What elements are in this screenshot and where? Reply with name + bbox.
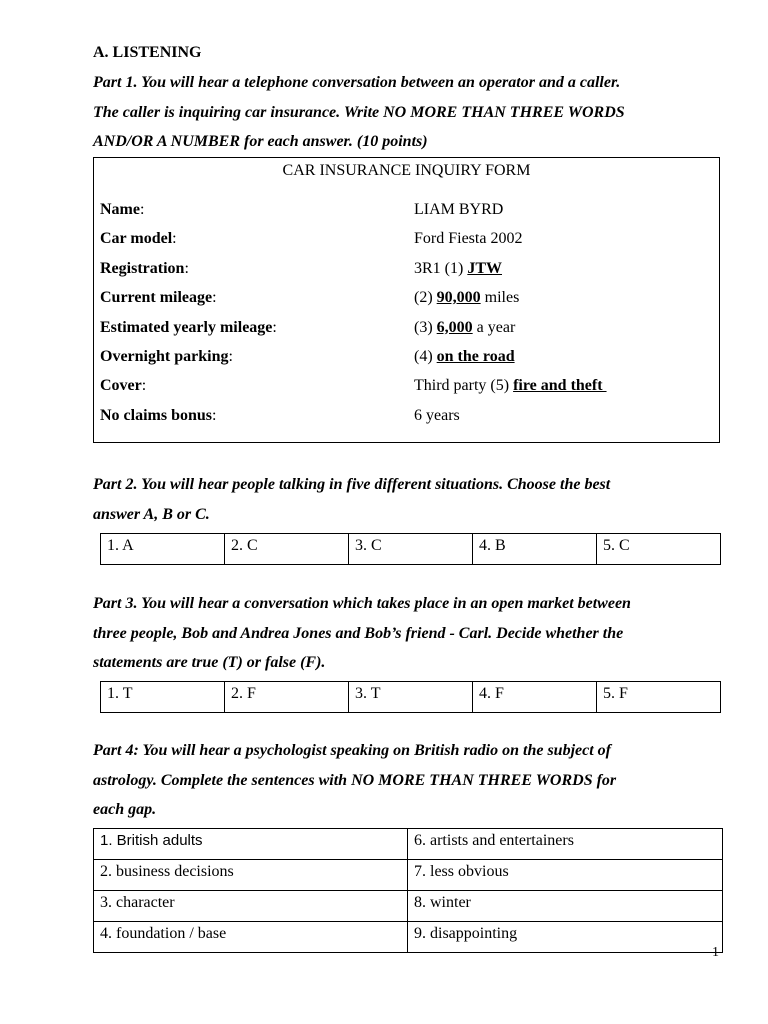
form-field-value — [414, 260, 502, 278]
part3-answer-cell: 1. T — [101, 682, 225, 713]
form-answer: fire and theft — [513, 377, 607, 395]
part2-answer-cell: 2. C — [225, 534, 349, 565]
form-field-label: Name: — [100, 201, 145, 218]
part3-line: three people, Bob and Andrea Jones and Bob’s friend - Carl. Decide whether the — [93, 624, 624, 642]
form-title: CAR INSURANCE INQUIRY FORM — [282, 162, 531, 179]
part4-answer-cell: 9. disappointing — [408, 922, 723, 953]
form-field-label-text: No claims bonus — [100, 406, 213, 424]
form-row — [100, 230, 719, 252]
form-row — [100, 289, 719, 311]
form-value-prefix: LIAM BYRD — [414, 201, 504, 218]
form-row — [100, 348, 719, 370]
part4-answer-cell: 1. British adults — [94, 829, 408, 860]
form-value-prefix: Ford Fiesta 2002 — [414, 230, 523, 248]
part3-answer-cell: 3. T — [349, 682, 473, 713]
form-field-label: Overnight parking: — [100, 348, 233, 365]
part2-line: answer A, B or C. — [93, 505, 210, 523]
part4-answer-cell: 3. character — [94, 891, 408, 922]
table-row — [94, 860, 723, 891]
form-value-prefix: (2) — [414, 289, 437, 307]
part3-line: Part 3. You will hear a conversation which takes place in an open market between — [93, 595, 631, 612]
part4-answer-cell: 2. business decisions — [94, 860, 408, 891]
part2-instructions — [93, 470, 720, 529]
part3-answer-cell: 2. F — [225, 682, 349, 713]
form-answer: JTW — [467, 259, 502, 277]
part3-answer-cell: 4. F — [473, 682, 597, 713]
form-field-label: Current mileage: — [100, 289, 217, 307]
form-field-label-text: Cover — [100, 377, 142, 395]
part1-line: AND/OR A NUMBER for each answer. (10 points) — [93, 133, 428, 150]
section-heading: A. LISTENING — [93, 44, 202, 61]
part1-line: Part 1. You will hear a telephone conversation between an operator and a caller. — [93, 74, 621, 91]
form-answer: 90,000 — [436, 289, 481, 307]
form-row — [100, 201, 719, 223]
form-value-suffix: a year — [472, 318, 516, 336]
part4-answer-cell: 6. artists and entertainers — [408, 829, 723, 860]
part2-line: Part 2. You will hear people talking in five different situations. Choose the best — [93, 476, 611, 493]
form-answer: on the road — [436, 348, 515, 365]
part2-answer-cell: 1. A — [101, 534, 225, 565]
form-field-label: Cover: — [100, 377, 147, 395]
form-field-value — [414, 230, 522, 248]
table-row — [94, 922, 723, 953]
form-field-label: Car model: — [100, 230, 177, 248]
part4-instructions — [93, 736, 720, 825]
form-value-prefix: Third party (5) — [414, 377, 514, 395]
form-field-label: Registration: — [100, 259, 189, 277]
part2-answer-cell: 4. B — [473, 534, 597, 565]
form-field-label-text: Estimated yearly mileage — [100, 318, 273, 336]
form-field-value — [414, 407, 460, 425]
form-value-prefix: (4) — [414, 348, 437, 365]
part4-line: astrology. Complete the sentences with NO MORE THAN THREE WORDS for — [93, 771, 617, 789]
part3-answer-cell: 5. F — [597, 682, 721, 713]
form-field-value — [414, 201, 503, 219]
part4-answer-table — [93, 828, 723, 953]
form-field-value — [414, 289, 519, 307]
insurance-form — [93, 157, 720, 443]
form-field-value — [414, 377, 607, 395]
part4-line: each gap. — [93, 801, 157, 818]
part2-answer-cell: 5. C — [597, 534, 721, 565]
form-value-prefix: 6 years — [414, 406, 460, 424]
form-field-value — [414, 348, 515, 366]
form-field-label-text: Registration — [100, 259, 185, 277]
form-row — [100, 319, 719, 341]
form-answer: 6,000 — [436, 318, 473, 336]
part3-line: statements are true (T) or false (F). — [93, 654, 326, 671]
table-row — [94, 829, 723, 860]
part1-instructions — [93, 68, 720, 157]
form-field-label-text: Name — [100, 201, 140, 218]
table-row — [94, 891, 723, 922]
form-row — [100, 407, 719, 429]
part4-line: Part 4: You will hear a psychologist speaking on British radio on the subject of — [93, 742, 611, 759]
part4-answer-cell: 8. winter — [408, 891, 723, 922]
form-row — [100, 260, 719, 282]
part3-answer-table — [100, 681, 721, 713]
form-field-label: No claims bonus: — [100, 406, 217, 424]
form-field-label-text: Overnight parking — [100, 348, 229, 365]
form-value-prefix: 3R1 (1) — [414, 259, 468, 277]
part4-answer-cell: 4. foundation / base — [94, 922, 408, 953]
form-row — [100, 377, 719, 399]
part1-line: The caller is inquiring car insurance. Write NO MORE THAN THREE WORDS — [93, 103, 625, 121]
form-field-label: Estimated yearly mileage: — [100, 318, 277, 336]
form-field-value — [414, 319, 515, 337]
form-value-prefix: (3) — [414, 318, 437, 336]
part2-answer-cell: 3. C — [349, 534, 473, 565]
form-field-label-text: Current mileage — [100, 289, 213, 307]
form-field-label-text: Car model — [100, 230, 173, 248]
form-value-suffix: miles — [480, 289, 520, 307]
part4-answer-cell: 7. less obvious — [408, 860, 723, 891]
page-number: 1 — [712, 945, 719, 960]
part2-answer-table — [100, 533, 721, 565]
part3-instructions — [93, 589, 720, 678]
